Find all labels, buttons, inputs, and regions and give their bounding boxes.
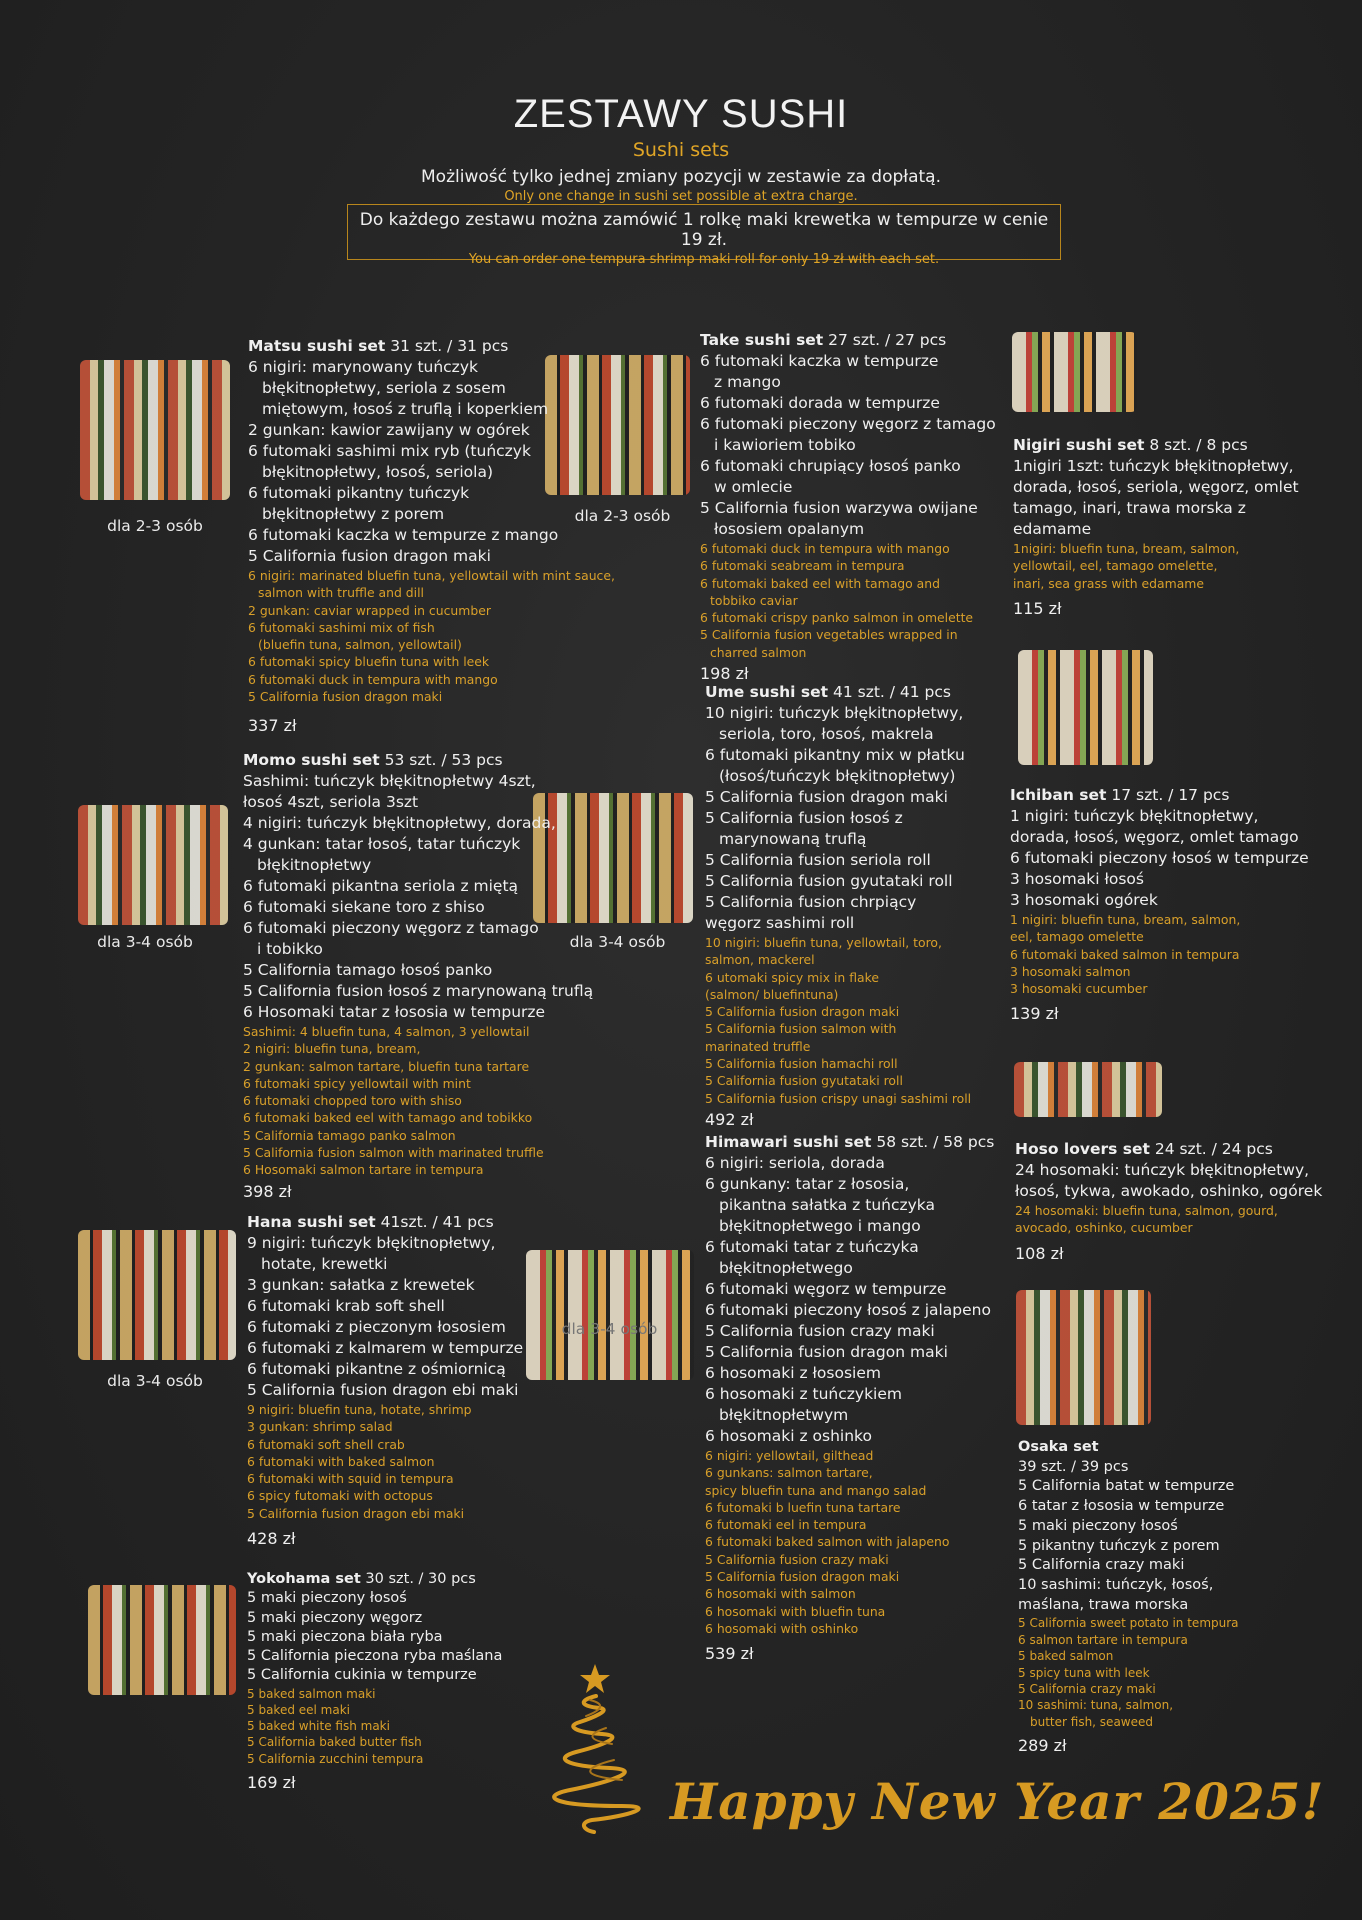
set-count: 53 szt. / 53 pcs <box>384 751 503 769</box>
item-en: 5 California fusion salmon with marinated truffle <box>243 1145 544 1161</box>
set-count: 17 szt. / 17 pcs <box>1111 786 1230 804</box>
set-name: Hoso lovers set <box>1015 1140 1150 1158</box>
item-pl: 10 nigiri: tuńczyk błękitnopłetwy, <box>705 704 964 722</box>
item-en: 2 nigiri: bluefin tuna, bream, <box>243 1041 421 1057</box>
item-en: Sashimi: 4 bluefin tuna, 4 salmon, 3 yellowtail <box>243 1024 530 1039</box>
item-en: salmon, mackerel <box>705 952 815 968</box>
item-en: 5 California fusion dragon maki <box>705 1569 900 1585</box>
item-en: 5 California fusion dragon ebi maki <box>247 1505 465 1521</box>
item-en: 6 futomaki b luefin tuna tartare <box>705 1499 901 1515</box>
item-en: 5 California sweet potato in tempura <box>1018 1616 1239 1631</box>
take-items-en <box>700 540 996 661</box>
set-price: 139 zł <box>1010 1004 1059 1024</box>
item-pl: 5 California fusion warzywa owijane <box>700 499 978 517</box>
item-en: 5 baked white fish maki <box>247 1719 390 1734</box>
item-en: 5 California fusion crazy maki <box>705 1551 889 1567</box>
ume-servings: dla 3-4 osób <box>569 933 666 951</box>
item-pl: miętowym, łosoś z truflą i koperkiem <box>262 400 549 418</box>
item-pl: 5 pikantny tuńczyk z porem <box>1018 1537 1220 1554</box>
item-pl: 6 futomaki dorada w tempurze <box>700 394 940 412</box>
item-en: 5 California zucchini tempura <box>247 1751 424 1766</box>
item-en: (salmon/ bluefintuna) <box>705 986 839 1002</box>
set-price: 169 zł <box>247 1772 296 1792</box>
item-pl: edamame <box>1013 520 1092 538</box>
item-en: 3 hosomaki salmon <box>1010 963 1131 979</box>
item-pl: 6 futomaki pieczony łosoś w tempurze <box>1010 849 1309 867</box>
change-note-en: Only one change in sushi set possible at extra charge. <box>504 189 858 204</box>
item-en: 5 California fusion dragon maki <box>248 689 443 705</box>
item-pl: 5 California cukinia w tempurze <box>247 1667 477 1684</box>
item-en: 6 futomaki seabream in tempura <box>700 558 905 574</box>
item-pl: 5 California fusion crazy maki <box>705 1322 935 1340</box>
item-en: 6 hosomaki with oshinko <box>705 1620 859 1636</box>
item-pl: 6 nigiri: marynowany tuńczyk <box>248 358 478 376</box>
nigiri-items-pl <box>1013 456 1299 540</box>
item-en: 6 futomaki eel in tempura <box>705 1517 867 1533</box>
item-en: 3 hosomaki cucumber <box>1010 981 1148 997</box>
momo-set-photo <box>78 805 228 925</box>
ume-items-en <box>705 934 971 1107</box>
item-en: 6 hosomaki with bluefin tuna <box>705 1603 886 1619</box>
set-name: Take sushi set <box>700 331 824 349</box>
item-en: tobbiko caviar <box>710 592 798 608</box>
set-price: 337 zł <box>248 716 297 736</box>
change-note-pl: Możliwość tylko jednej zmiany pozycji w zestawie za dopłatą. <box>421 167 941 187</box>
ichiban-set <box>1010 785 1309 1024</box>
set-name: Yokohama set <box>247 1571 361 1587</box>
christmas-tree-icon <box>530 1660 660 1835</box>
item-pl: 5 California batat w tempurze <box>1018 1478 1235 1495</box>
item-pl: 5 maki pieczony węgorz <box>247 1609 423 1626</box>
set-count: 41szt. / 41 pcs <box>380 1213 494 1231</box>
item-en: 2 gunkan: salmon tartare, bluefin tuna tartare <box>243 1058 530 1074</box>
item-pl: 4 gunkan: tatar łosoś, tatar tuńczyk <box>243 835 521 853</box>
hoso-set <box>1015 1139 1322 1264</box>
item-en: 6 utomaki spicy mix in flake <box>705 969 879 985</box>
item-pl: błękitnopłetwy <box>257 856 372 874</box>
item-en: 5 baked salmon <box>1018 1649 1114 1664</box>
set-count: 58 szt. / 58 pcs <box>876 1133 995 1151</box>
item-pl: 6 futomaki kaczka w tempurze z mango <box>248 526 559 544</box>
ichiban-items-en <box>1010 911 1309 997</box>
item-pl: 6 futomaki sashimi mix ryb (tuńczyk <box>248 442 531 460</box>
item-pl: 6 futomaki pieczony węgorz z tamago <box>700 415 996 433</box>
item-en: 6 nigiri: marinated bluefin tuna, yellowtail with mint sauce, <box>248 568 615 583</box>
item-en: 6 futomaki soft shell crab <box>247 1436 405 1452</box>
ichiban-items-pl <box>1010 806 1309 911</box>
item-en: 6 spicy futomaki with octopus <box>247 1488 433 1504</box>
item-en: 1 nigiri: bluefin tuna, bream, salmon, <box>1010 912 1241 927</box>
item-pl: 6 futomaki z kalmarem w tempurze <box>247 1339 524 1357</box>
take-servings: dla 2-3 osób <box>574 507 671 525</box>
item-pl: 10 sashimi: tuńczyk, łosoś, <box>1018 1576 1214 1593</box>
item-pl: 6 futomaki węgorz w tempurze <box>705 1280 947 1298</box>
item-pl: z mango <box>714 373 781 391</box>
item-pl: 2 gunkan: kawior zawijany w ogórek <box>248 421 530 439</box>
set-name: Hana sushi set <box>247 1213 376 1231</box>
momo-items-pl <box>243 771 593 1023</box>
matsu-set <box>248 336 615 736</box>
item-en: 5 California fusion hamachi roll <box>705 1056 898 1072</box>
page-subtitle: Sushi sets <box>632 139 730 161</box>
himawari-set-photo <box>526 1250 694 1380</box>
set-price: 108 zł <box>1015 1243 1064 1263</box>
item-en: avocado, oshinko, cucumber <box>1015 1220 1193 1236</box>
hana-items-pl <box>247 1233 523 1401</box>
himawari-servings: dla 3-4 osób <box>561 1320 658 1338</box>
item-pl: 5 maki pieczony łosoś <box>247 1590 407 1607</box>
hoso-set-photo <box>1014 1062 1162 1117</box>
item-pl: tamago, inari, trawa morska z <box>1013 499 1246 517</box>
item-en: 5 baked salmon maki <box>247 1686 376 1701</box>
item-en: 5 California tamago panko salmon <box>243 1127 456 1143</box>
item-pl: błękitnopłetwy, łosoś, seriola) <box>262 463 494 481</box>
item-pl: 6 hosomaki z oshinko <box>705 1427 872 1445</box>
item-pl: 5 California fusion chrpiący <box>705 893 917 911</box>
item-pl: łososiem opalanym <box>714 520 865 538</box>
item-en: 6 salmon tartare in tempura <box>1018 1632 1188 1647</box>
ume-items-pl <box>705 703 971 934</box>
item-pl: 9 nigiri: tuńczyk błękitnopłetwy, <box>247 1234 496 1252</box>
set-price: 289 zł <box>1018 1736 1067 1756</box>
item-pl: 6 futomaki krab soft shell <box>247 1297 445 1315</box>
set-price: 492 zł <box>705 1109 754 1129</box>
matsu-servings: dla 2-3 osób <box>107 517 203 535</box>
item-pl: błękitnopłetwy, seriola z sosem <box>262 379 506 397</box>
set-name: Osaka set <box>1018 1439 1099 1455</box>
item-pl: 5 California fusion dragon maki <box>248 547 491 565</box>
himawari-items-pl <box>705 1153 994 1447</box>
set-count: 39 szt. / 39 pcs <box>1018 1458 1129 1475</box>
item-pl: hotate, krewetki <box>261 1255 388 1273</box>
set-name: Ichiban set <box>1010 786 1107 804</box>
item-pl: łosoś 4szt, seriola 3szt <box>243 793 419 811</box>
item-en: salmon with truffle and dill <box>258 585 424 601</box>
set-price: 539 zł <box>705 1644 754 1664</box>
item-pl: 6 gunkany: tatar z łososia, <box>705 1175 910 1193</box>
hoso-items-en <box>1015 1202 1322 1237</box>
item-en: yellowtail, eel, tamago omelette, <box>1013 558 1218 574</box>
nigiri-set <box>1013 435 1299 619</box>
item-pl: maślana, trawa morska <box>1018 1596 1189 1613</box>
yokohama-set-photo <box>88 1585 236 1695</box>
item-en: 6 futomaki duck in tempura with mango <box>700 541 950 556</box>
item-pl: 6 futomaki pikantne z ośmiornicą <box>247 1360 506 1378</box>
item-en: charred salmon <box>710 644 807 660</box>
item-pl: Sashimi: tuńczyk błękitnopłetwy 4szt, <box>243 772 536 790</box>
item-pl: 6 futomaki pikantny tuńczyk <box>248 484 470 502</box>
item-en: (bluefin tuna, salmon, yellowtail) <box>258 637 462 653</box>
item-pl: 3 gunkan: sałatka z krewetek <box>247 1276 475 1294</box>
item-pl: 6 tatar z łososia w tempurze <box>1018 1498 1225 1515</box>
item-pl: (łosoś/tuńczyk błękitnopłetwy) <box>719 767 956 785</box>
item-en: 6 futomaki spicy yellowtail with mint <box>243 1075 471 1091</box>
menu-header <box>0 92 1362 204</box>
item-en: butter fish, seaweed <box>1030 1714 1153 1729</box>
set-count: 27 szt. / 27 pcs <box>828 331 947 349</box>
item-en: 6 futomaki spicy bluefin tuna with leek <box>248 654 490 670</box>
item-en: 5 spicy tuna with leek <box>1018 1665 1150 1680</box>
osaka-items-en <box>1018 1615 1239 1730</box>
hana-servings: dla 3-4 osób <box>107 1372 203 1390</box>
item-en: 6 Hosomaki salmon tartare in tempura <box>243 1162 484 1178</box>
item-en: 3 gunkan: shrimp salad <box>247 1419 393 1435</box>
item-en: 6 gunkans: salmon tartare, <box>705 1465 873 1481</box>
item-en: 6 nigiri: yellowtail, gilthead <box>705 1448 874 1463</box>
item-en: inari, sea grass with edamame <box>1013 575 1204 591</box>
set-count: 31 szt. / 31 pcs <box>390 337 509 355</box>
new-year-greeting: Happy New Year 2025! <box>670 1772 1325 1831</box>
item-pl: 5 maki pieczona biała ryba <box>247 1628 443 1645</box>
item-pl: błękitnopłetwego i mango <box>719 1217 921 1235</box>
item-en: 6 futomaki with baked salmon <box>247 1453 435 1469</box>
item-pl: 6 futomaki siekane toro z shiso <box>243 898 485 916</box>
item-en: 1nigiri: bluefin tuna, bream, salmon, <box>1013 541 1240 556</box>
item-pl: 6 futomaki pikantny mix w płatku <box>705 746 965 764</box>
item-en: 6 hosomaki with salmon <box>705 1586 856 1602</box>
matsu-set-photo <box>80 360 230 500</box>
take-set <box>700 330 996 684</box>
matsu-items-en <box>248 567 615 705</box>
yokohama-items-pl <box>247 1589 502 1685</box>
himawari-items-en <box>705 1447 994 1637</box>
momo-items-en <box>243 1023 593 1179</box>
item-pl: w omlecie <box>714 478 793 496</box>
item-en: 6 futomaki baked eel with tamago and tobikko <box>243 1110 533 1126</box>
item-en: 5 California fusion gyutataki roll <box>705 1073 903 1089</box>
item-pl: 6 hosomaki z łososiem <box>705 1364 881 1382</box>
item-pl: 5 California fusion dragon maki <box>705 1343 948 1361</box>
item-en: marinated truffle <box>705 1038 811 1054</box>
item-pl: marynowaną truflą <box>719 830 867 848</box>
item-pl: 1 nigiri: tuńczyk błękitnopłetwy, <box>1010 807 1259 825</box>
item-pl: 5 California fusion łosoś z marynowaną truflą <box>243 982 594 1000</box>
osaka-set-photo <box>1016 1290 1151 1425</box>
item-pl: 6 futomaki pieczony łosoś z jalapeno <box>705 1301 991 1319</box>
page-title: ZESTAWY SUSHI <box>513 92 849 136</box>
item-pl: 5 California fusion dragon ebi maki <box>247 1381 519 1399</box>
nigiri-set-photo <box>1012 332 1137 412</box>
item-en: 2 gunkan: caviar wrapped in cucumber <box>248 602 491 618</box>
set-count: 8 szt. / 8 pcs <box>1149 436 1248 454</box>
item-pl: 6 futomaki tatar z tuńczyka <box>705 1238 919 1256</box>
hana-set-photo <box>78 1230 236 1360</box>
hana-items-en <box>247 1401 523 1522</box>
item-pl: 6 futomaki z pieczonym łososiem <box>247 1318 506 1336</box>
item-pl: 6 futomaki kaczka w tempurze <box>700 352 939 370</box>
item-pl: 6 Hosomaki tatar z łososia w tempurze <box>243 1003 546 1021</box>
item-pl: błękitnopłetwym <box>719 1406 849 1424</box>
item-pl: 5 California pieczona ryba maślana <box>247 1648 503 1665</box>
set-count: 24 szt. / 24 pcs <box>1154 1140 1273 1158</box>
set-count: 41 szt. / 41 pcs <box>832 683 951 701</box>
osaka-items-pl <box>1018 1477 1239 1615</box>
item-pl: i kawioriem tobiko <box>714 436 856 454</box>
set-name: Momo sushi set <box>243 751 380 769</box>
item-pl: 24 hosomaki: tuńczyk błękitnopłetwy, <box>1015 1161 1310 1179</box>
item-pl: 3 hosomaki ogórek <box>1010 891 1158 909</box>
set-price: 198 zł <box>700 664 749 684</box>
himawari-set <box>705 1132 994 1664</box>
item-pl: 4 nigiri: tuńczyk błękitnopłetwy, dorada, <box>243 814 556 832</box>
item-pl: 3 hosomaki łosoś <box>1010 870 1144 888</box>
hana-set <box>247 1212 523 1549</box>
item-pl: seriola, toro, łosoś, makrela <box>719 725 934 743</box>
momo-servings: dla 3-4 osób <box>97 933 193 951</box>
set-name: Matsu sushi set <box>248 337 386 355</box>
item-pl: 6 hosomaki z tuńczykiem <box>705 1385 902 1403</box>
item-pl: 5 California tamago łosoś panko <box>243 961 493 979</box>
yokohama-items-en <box>247 1686 502 1767</box>
item-en: 6 futomaki baked salmon with jalapeno <box>705 1534 950 1550</box>
set-price: 115 zł <box>1013 598 1062 618</box>
ichiban-set-photo <box>1018 650 1153 765</box>
item-pl: łosoś, tykwa, awokado, oshinko, ogórek <box>1015 1182 1323 1200</box>
item-pl: błękitnopłetwy z porem <box>262 505 445 523</box>
take-items-pl <box>700 351 996 540</box>
item-en: spicy bluefin tuna and mango salad <box>705 1482 927 1498</box>
item-pl: i tobikko <box>257 940 323 958</box>
item-pl: 5 California fusion łosoś z <box>705 809 903 827</box>
item-pl: 5 California fusion dragon maki <box>705 788 948 806</box>
set-name: Ume sushi set <box>705 683 829 701</box>
item-en: 6 futomaki baked eel with tamago and <box>700 575 940 591</box>
ume-set <box>705 682 971 1130</box>
item-pl: 6 nigiri: seriola, dorada <box>705 1154 885 1172</box>
item-en: 5 California fusion crispy unagi sashimi roll <box>705 1090 972 1106</box>
item-en: 10 sashimi: tuna, salmon, <box>1018 1698 1174 1713</box>
item-en: 5 California fusion vegetables wrapped in <box>700 627 958 643</box>
item-pl: dorada, łosoś, seriola, węgorz, omlet <box>1013 478 1299 496</box>
item-en: 5 California fusion dragon maki <box>705 1004 900 1020</box>
item-en: 24 hosomaki: bluefin tuna, salmon, gourd, <box>1015 1203 1278 1218</box>
item-en: 6 futomaki baked salmon in tempura <box>1010 946 1240 962</box>
set-name: Himawari sushi set <box>705 1133 872 1151</box>
item-en: 6 futomaki chopped toro with shiso <box>243 1093 462 1109</box>
item-en: 5 California crazy maki <box>1018 1681 1156 1696</box>
item-en: 10 nigiri: bluefin tuna, yellowtail, toro, <box>705 935 942 950</box>
item-en: eel, tamago omelette <box>1010 929 1144 945</box>
offer-text-pl: Do każdego zestawu można zamówić 1 rolkę maki krewetka w tempurze w cenie 19 zł. <box>359 210 1049 250</box>
item-pl: 6 futomaki pieczony węgorz z tamago <box>243 919 539 937</box>
set-count: 30 szt. / 30 pcs <box>365 1571 476 1587</box>
item-en: 5 California baked butter fish <box>247 1735 422 1750</box>
matsu-items-pl <box>248 357 615 567</box>
item-en: 5 California fusion salmon with <box>705 1021 897 1037</box>
set-price: 398 zł <box>243 1181 292 1201</box>
hoso-items-pl <box>1015 1160 1322 1202</box>
momo-set <box>243 750 593 1202</box>
item-pl: węgorz sashimi roll <box>705 914 855 932</box>
yokohama-set <box>247 1570 502 1792</box>
item-pl: 5 California fusion gyutataki roll <box>705 872 953 890</box>
item-pl: 1nigiri 1szt: tuńczyk błękitnopłetwy, <box>1013 457 1294 475</box>
item-en: 5 baked eel maki <box>247 1702 350 1717</box>
item-en: 6 futomaki sashimi mix of fish <box>248 619 435 635</box>
item-pl: błękitnopłetwego <box>719 1259 853 1277</box>
item-en: 9 nigiri: bluefin tuna, hotate, shrimp <box>247 1402 472 1417</box>
item-en: 6 futomaki duck in tempura with mango <box>248 671 498 687</box>
item-pl: pikantna sałatka z tuńczyka <box>719 1196 936 1214</box>
offer-text-en: You can order one tempura shrimp maki roll for only 19 zł with each set. <box>468 252 940 267</box>
osaka-set <box>1018 1438 1239 1756</box>
item-pl: 5 California crazy maki <box>1018 1557 1185 1574</box>
item-pl: 5 California fusion seriola roll <box>705 851 931 869</box>
set-price: 428 zł <box>247 1529 296 1549</box>
item-en: 6 futomaki crispy panko salmon in omelette <box>700 610 974 626</box>
item-pl: dorada, łosoś, węgorz, omlet tamago <box>1010 828 1299 846</box>
nigiri-items-en <box>1013 540 1299 592</box>
set-name: Nigiri sushi set <box>1013 436 1145 454</box>
item-en: 6 futomaki with squid in tempura <box>247 1471 454 1487</box>
item-pl: 6 futomaki chrupiący łosoś panko <box>700 457 961 475</box>
item-pl: 6 futomaki pikantna seriola z miętą <box>243 877 519 895</box>
offer-box <box>347 204 1061 267</box>
item-pl: 5 maki pieczony łosoś <box>1018 1517 1178 1534</box>
